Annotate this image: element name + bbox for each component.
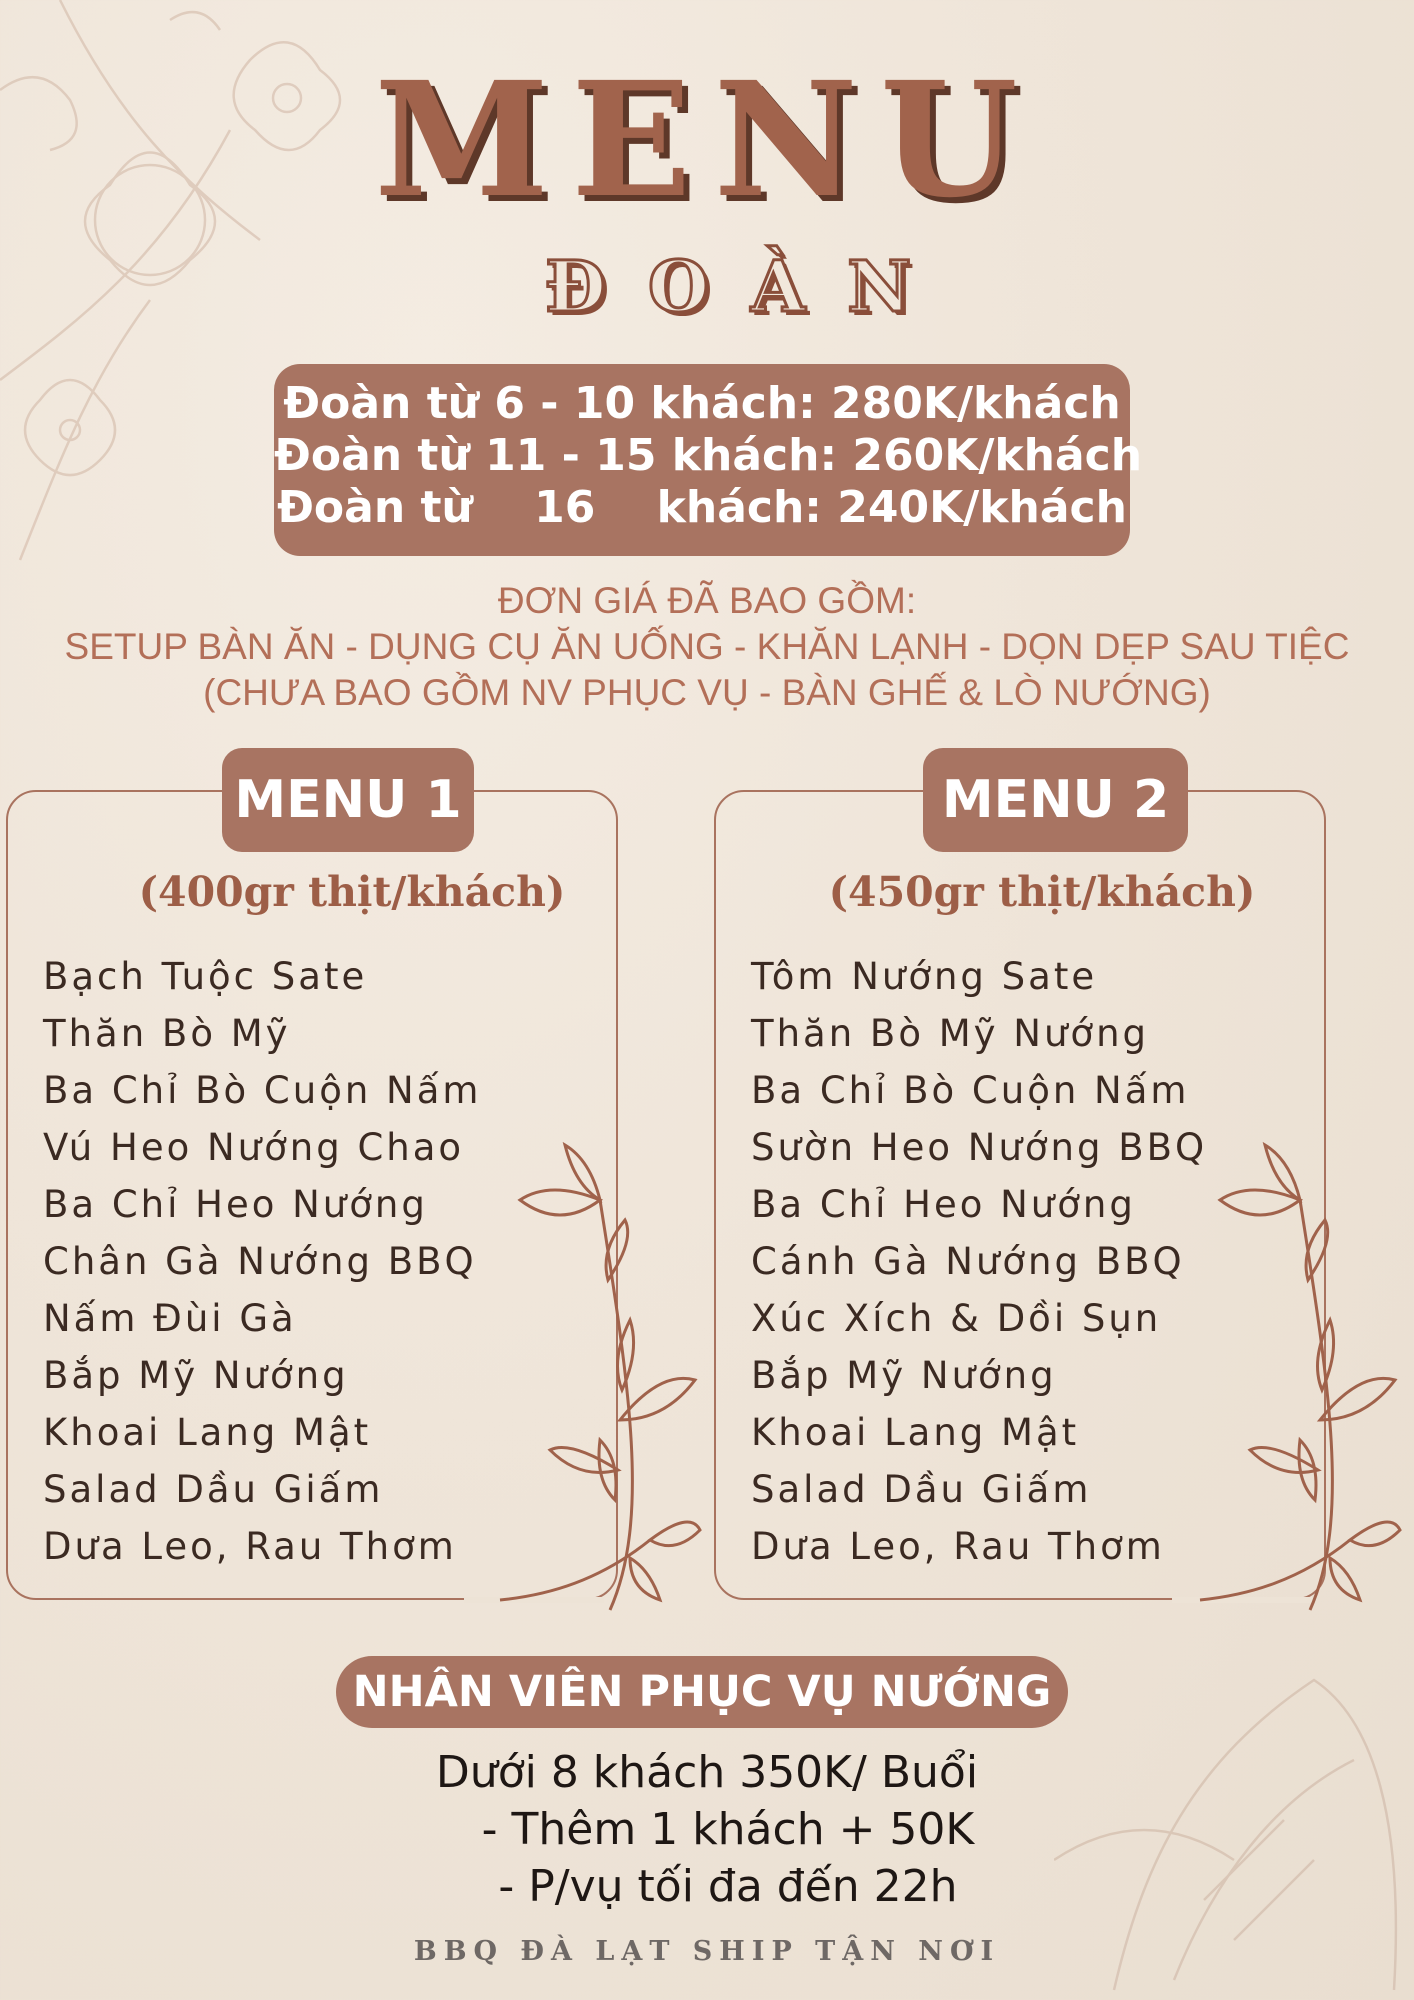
menu-2-items <box>751 948 1207 1575</box>
price-line-11-15: Đoàn từ 11 - 15 khách: 260K/khách <box>274 430 1143 481</box>
list-item: Xúc Xích & Dồi Sụn <box>751 1297 1162 1340</box>
list-item: Ba Chỉ Bò Cuộn Nấm <box>751 1069 1190 1112</box>
menu-2-tab: MENU 2 <box>923 748 1188 852</box>
menu-2-panel-gap <box>1172 1597 1312 1603</box>
footer-tagline: BBQ ĐÀ LẠT SHIP TẬN NƠI <box>413 1936 1001 1967</box>
group-subtitle: ĐOÀN <box>544 245 954 328</box>
group-pricing-box <box>274 364 1143 556</box>
list-item: Dưa Leo, Rau Thơm <box>751 1525 1165 1568</box>
included-heading: ĐƠN GIÁ ĐÃ BAO GỒM: <box>497 580 917 621</box>
list-item: Bắp Mỹ Nướng <box>751 1354 1057 1397</box>
menu-1-weight: (400gr thịt/khách) <box>138 868 566 916</box>
included-notes <box>0 578 1414 716</box>
list-item: Thăn Bò Mỹ Nướng <box>751 1012 1150 1055</box>
menu-1-panel-gap <box>464 1597 604 1603</box>
list-item: Ba Chỉ Bò Cuộn Nấm <box>43 1069 482 1112</box>
list-item: Ba Chỉ Heo Nướng <box>43 1183 428 1226</box>
staff-line-base: Dưới 8 khách 350K/ Buổi <box>435 1747 979 1798</box>
menu-title: MENU <box>374 48 1040 233</box>
staff-line-extra-guest: - Thêm 1 khách + 50K <box>439 1804 975 1855</box>
list-item: Khoai Lang Mật <box>43 1411 372 1454</box>
list-item: Bắp Mỹ Nướng <box>43 1354 349 1397</box>
list-item: Chân Gà Nướng BBQ <box>43 1240 477 1283</box>
list-item: Cánh Gà Nướng BBQ <box>751 1240 1185 1283</box>
list-item: Dưa Leo, Rau Thơm <box>43 1525 457 1568</box>
list-item: Salad Dầu Giấm <box>751 1468 1092 1511</box>
menu-2-weight: (450gr thịt/khách) <box>828 868 1256 916</box>
staff-line-max-time: - P/vụ tối đa đến 22h <box>456 1861 958 1912</box>
menu-1-items <box>43 948 481 1575</box>
list-item: Khoai Lang Mật <box>751 1411 1080 1454</box>
price-line-16: Đoàn từ 16 khách: 240K/khách <box>277 482 1127 533</box>
list-item: Sườn Heo Nướng BBQ <box>751 1126 1208 1169</box>
menu-1-tab: MENU 1 <box>222 748 474 852</box>
list-item: Nấm Đùi Gà <box>43 1297 297 1340</box>
included-line-2: (CHƯA BAO GỒM NV PHỤC VỤ - BÀN GHẾ & LÒ NƯỚNG) <box>203 672 1211 713</box>
list-item: Ba Chỉ Heo Nướng <box>751 1183 1136 1226</box>
list-item: Bạch Tuộc Sate <box>43 955 368 998</box>
grill-staff-tab: NHÂN VIÊN PHỤC VỤ NƯỚNG <box>336 1656 1068 1728</box>
list-item: Vú Heo Nướng Chao <box>43 1126 465 1169</box>
list-item: Salad Dầu Giấm <box>43 1468 384 1511</box>
list-item: Tôm Nướng Sate <box>751 955 1098 998</box>
included-line-1: SETUP BÀN ĂN - DỤNG CỤ ĂN UỐNG - KHĂN LẠNH - DỌN DẸP SAU TIỆC <box>64 626 1350 667</box>
list-item: Thăn Bò Mỹ <box>43 1012 291 1055</box>
grill-staff-pricing <box>0 1744 1414 1915</box>
price-line-6-10: Đoàn từ 6 - 10 khách: 280K/khách <box>283 378 1121 429</box>
